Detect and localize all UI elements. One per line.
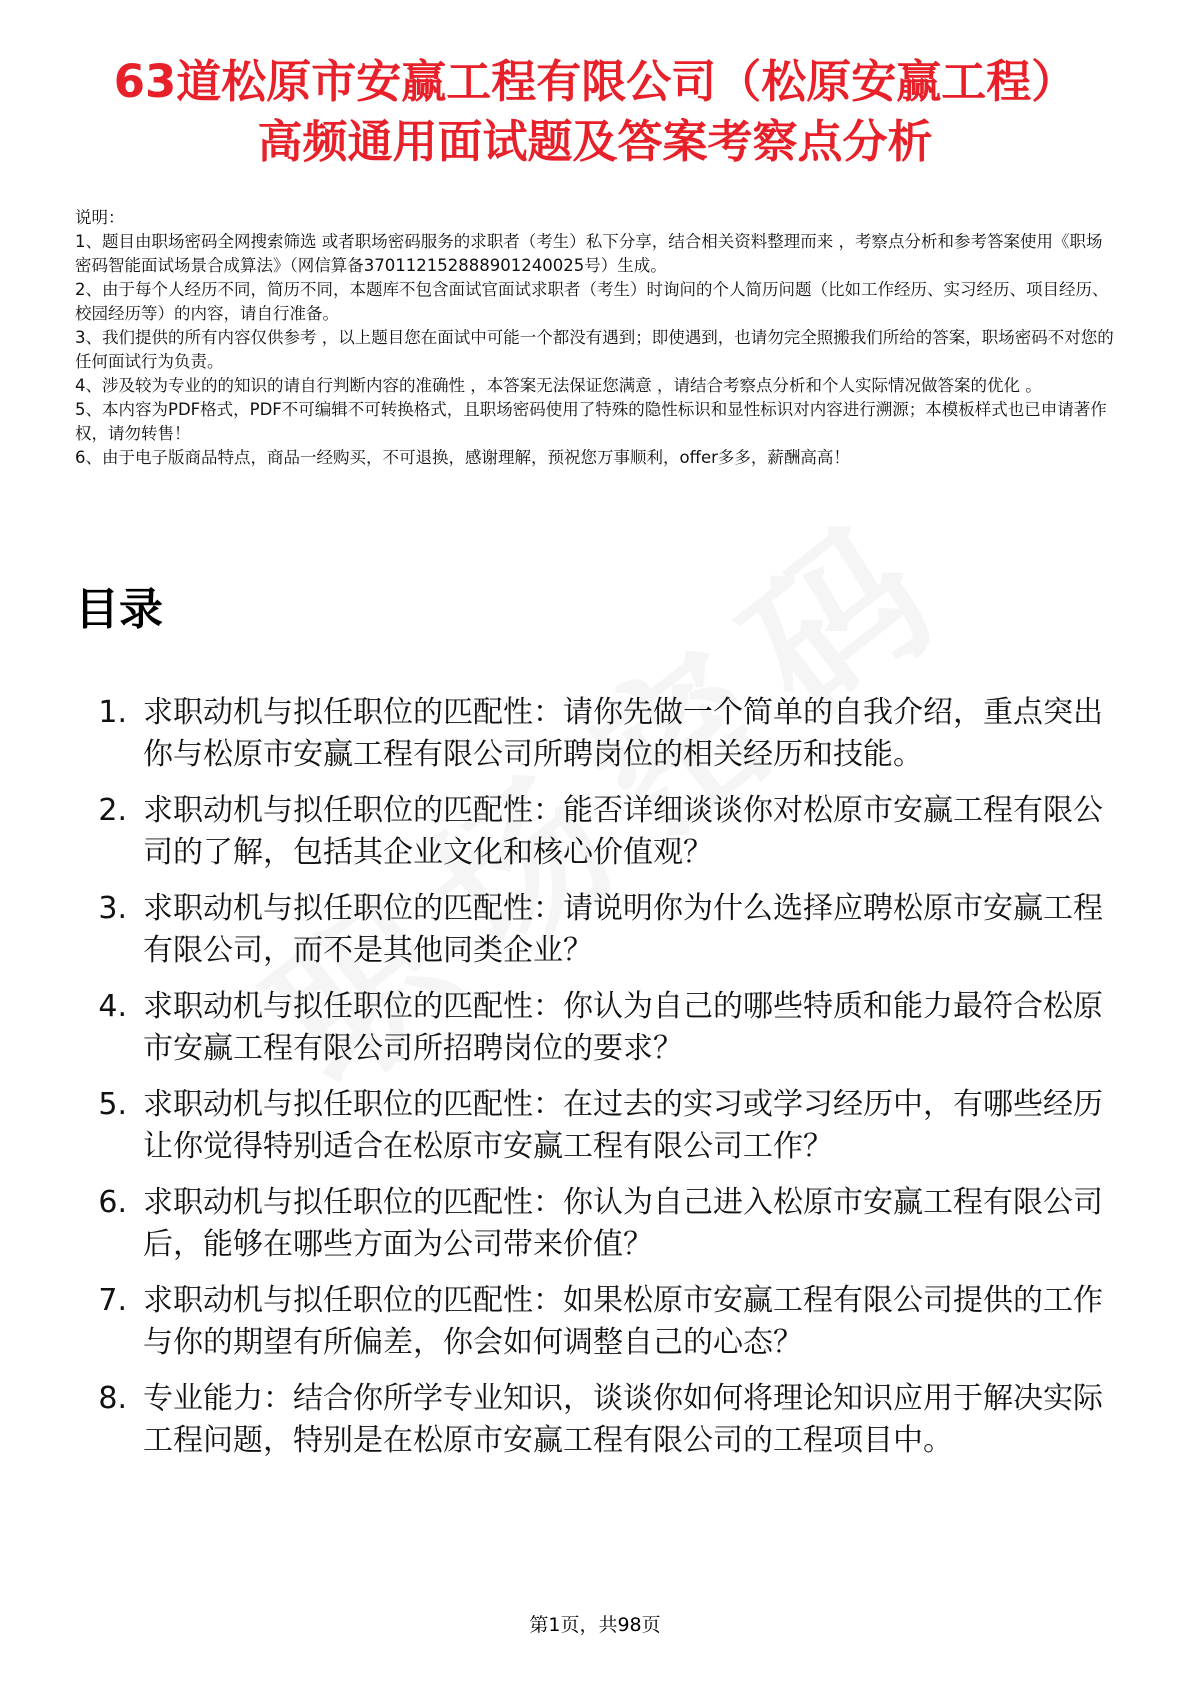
toc-item[interactable] [75, 1280, 1120, 1364]
document-title: 63道松原市安赢工程有限公司（松原安赢工程）高频通用面试题及答案考察点分析 [113, 55, 1077, 168]
toc-item-number: 7. [98, 1283, 127, 1318]
note-item: 4、涉及较为专业的的知识的请自行判断内容的准确性 ，本答案无法保证您满意 ，请结合考察点分析和个人实际情况做答案的优化 。 [75, 376, 1042, 395]
toc-item-text: 求职动机与拟任职位的匹配性：请说明你为什么选择应聘松原市安赢工程有限公司，而不是其他同类企业？ [143, 891, 1103, 968]
toc-heading: 目录 [75, 584, 163, 635]
page-footer: 第1页，共98页 [529, 1614, 661, 1636]
toc-list [75, 692, 1120, 1476]
toc-item-number: 1. [98, 695, 127, 730]
note-item: 1、题目由职场密码全网搜索筛选 或者职场密码服务的求职者（考生）私下分享，结合相关资料整理而来 ，考察点分析和参考答案使用《职场密码智能面试场景合成算法》（网信算备370112152888901240025号）生成。 [75, 232, 1103, 275]
toc-item-text: 求职动机与拟任职位的匹配性：在过去的实习或学习经历中，有哪些经历让你觉得特别适合在松原市安赢工程有限公司工作？ [143, 1087, 1103, 1164]
toc-item-number: 4. [98, 989, 127, 1024]
toc-item-number: 3. [98, 891, 127, 926]
toc-item[interactable] [75, 790, 1120, 874]
toc-item-text: 求职动机与拟任职位的匹配性：请你先做一个简单的自我介绍，重点突出你与松原市安赢工程有限公司所聘岗位的相关经历和技能。 [143, 695, 1103, 772]
note-item: 2、由于每个人经历不同，简历不同，本题库不包含面试官面试求职者（考生）时询问的个人简历问题（比如工作经历、实习经历、项目经历、校园经历等）的内容，请自行准备。 [75, 280, 1109, 323]
toc-item-text: 专业能力：结合你所学专业知识，谈谈你如何将理论知识应用于解决实际工程问题，特别是在松原市安赢工程有限公司的工程项目中。 [143, 1381, 1103, 1458]
toc-item-text: 求职动机与拟任职位的匹配性：能否详细谈谈你对松原市安赢工程有限公司的了解，包括其企业文化和核心价值观？ [143, 793, 1103, 870]
toc-item[interactable] [75, 1084, 1120, 1168]
note-item: 3、我们提供的所有内容仅供参考 ，以上题目您在面试中可能一个都没有遇到；即使遇到，也请勿完全照搬我们所给的答案，职场密码不对您的任何面试行为负责。 [75, 328, 1114, 371]
toc-item-number: 6. [98, 1185, 127, 1220]
toc-item-number: 2. [98, 793, 127, 828]
toc-item[interactable] [75, 1378, 1120, 1462]
toc-item[interactable] [75, 1182, 1120, 1266]
notes-heading: 说明： [75, 208, 125, 227]
toc-item-text: 求职动机与拟任职位的匹配性：你认为自己的哪些特质和能力最符合松原市安赢工程有限公司所招聘岗位的要求？ [143, 989, 1103, 1066]
notes-section [75, 206, 1115, 470]
toc-item-number: 5. [98, 1087, 127, 1122]
note-item: 6、由于电子版商品特点，商品一经购买，不可退换，感谢理解，预祝您万事顺利，offer多多，薪酬高高！ [75, 448, 850, 467]
note-item: 5、本内容为PDF格式，PDF不可编辑不可转换格式，且职场密码使用了特殊的隐性标识和显性标识对内容进行溯源；本模板样式也已申请著作权，请勿转售！ [75, 400, 1107, 443]
toc-item[interactable] [75, 692, 1120, 776]
toc-item[interactable] [75, 986, 1120, 1070]
toc-item-number: 8. [98, 1381, 127, 1416]
toc-item-text: 求职动机与拟任职位的匹配性：你认为自己进入松原市安赢工程有限公司后，能够在哪些方面为公司带来价值？ [143, 1185, 1103, 1262]
toc-item[interactable] [75, 888, 1120, 972]
toc-item-text: 求职动机与拟任职位的匹配性：如果松原市安赢工程有限公司提供的工作与你的期望有所偏差，你会如何调整自己的心态？ [143, 1283, 1103, 1360]
